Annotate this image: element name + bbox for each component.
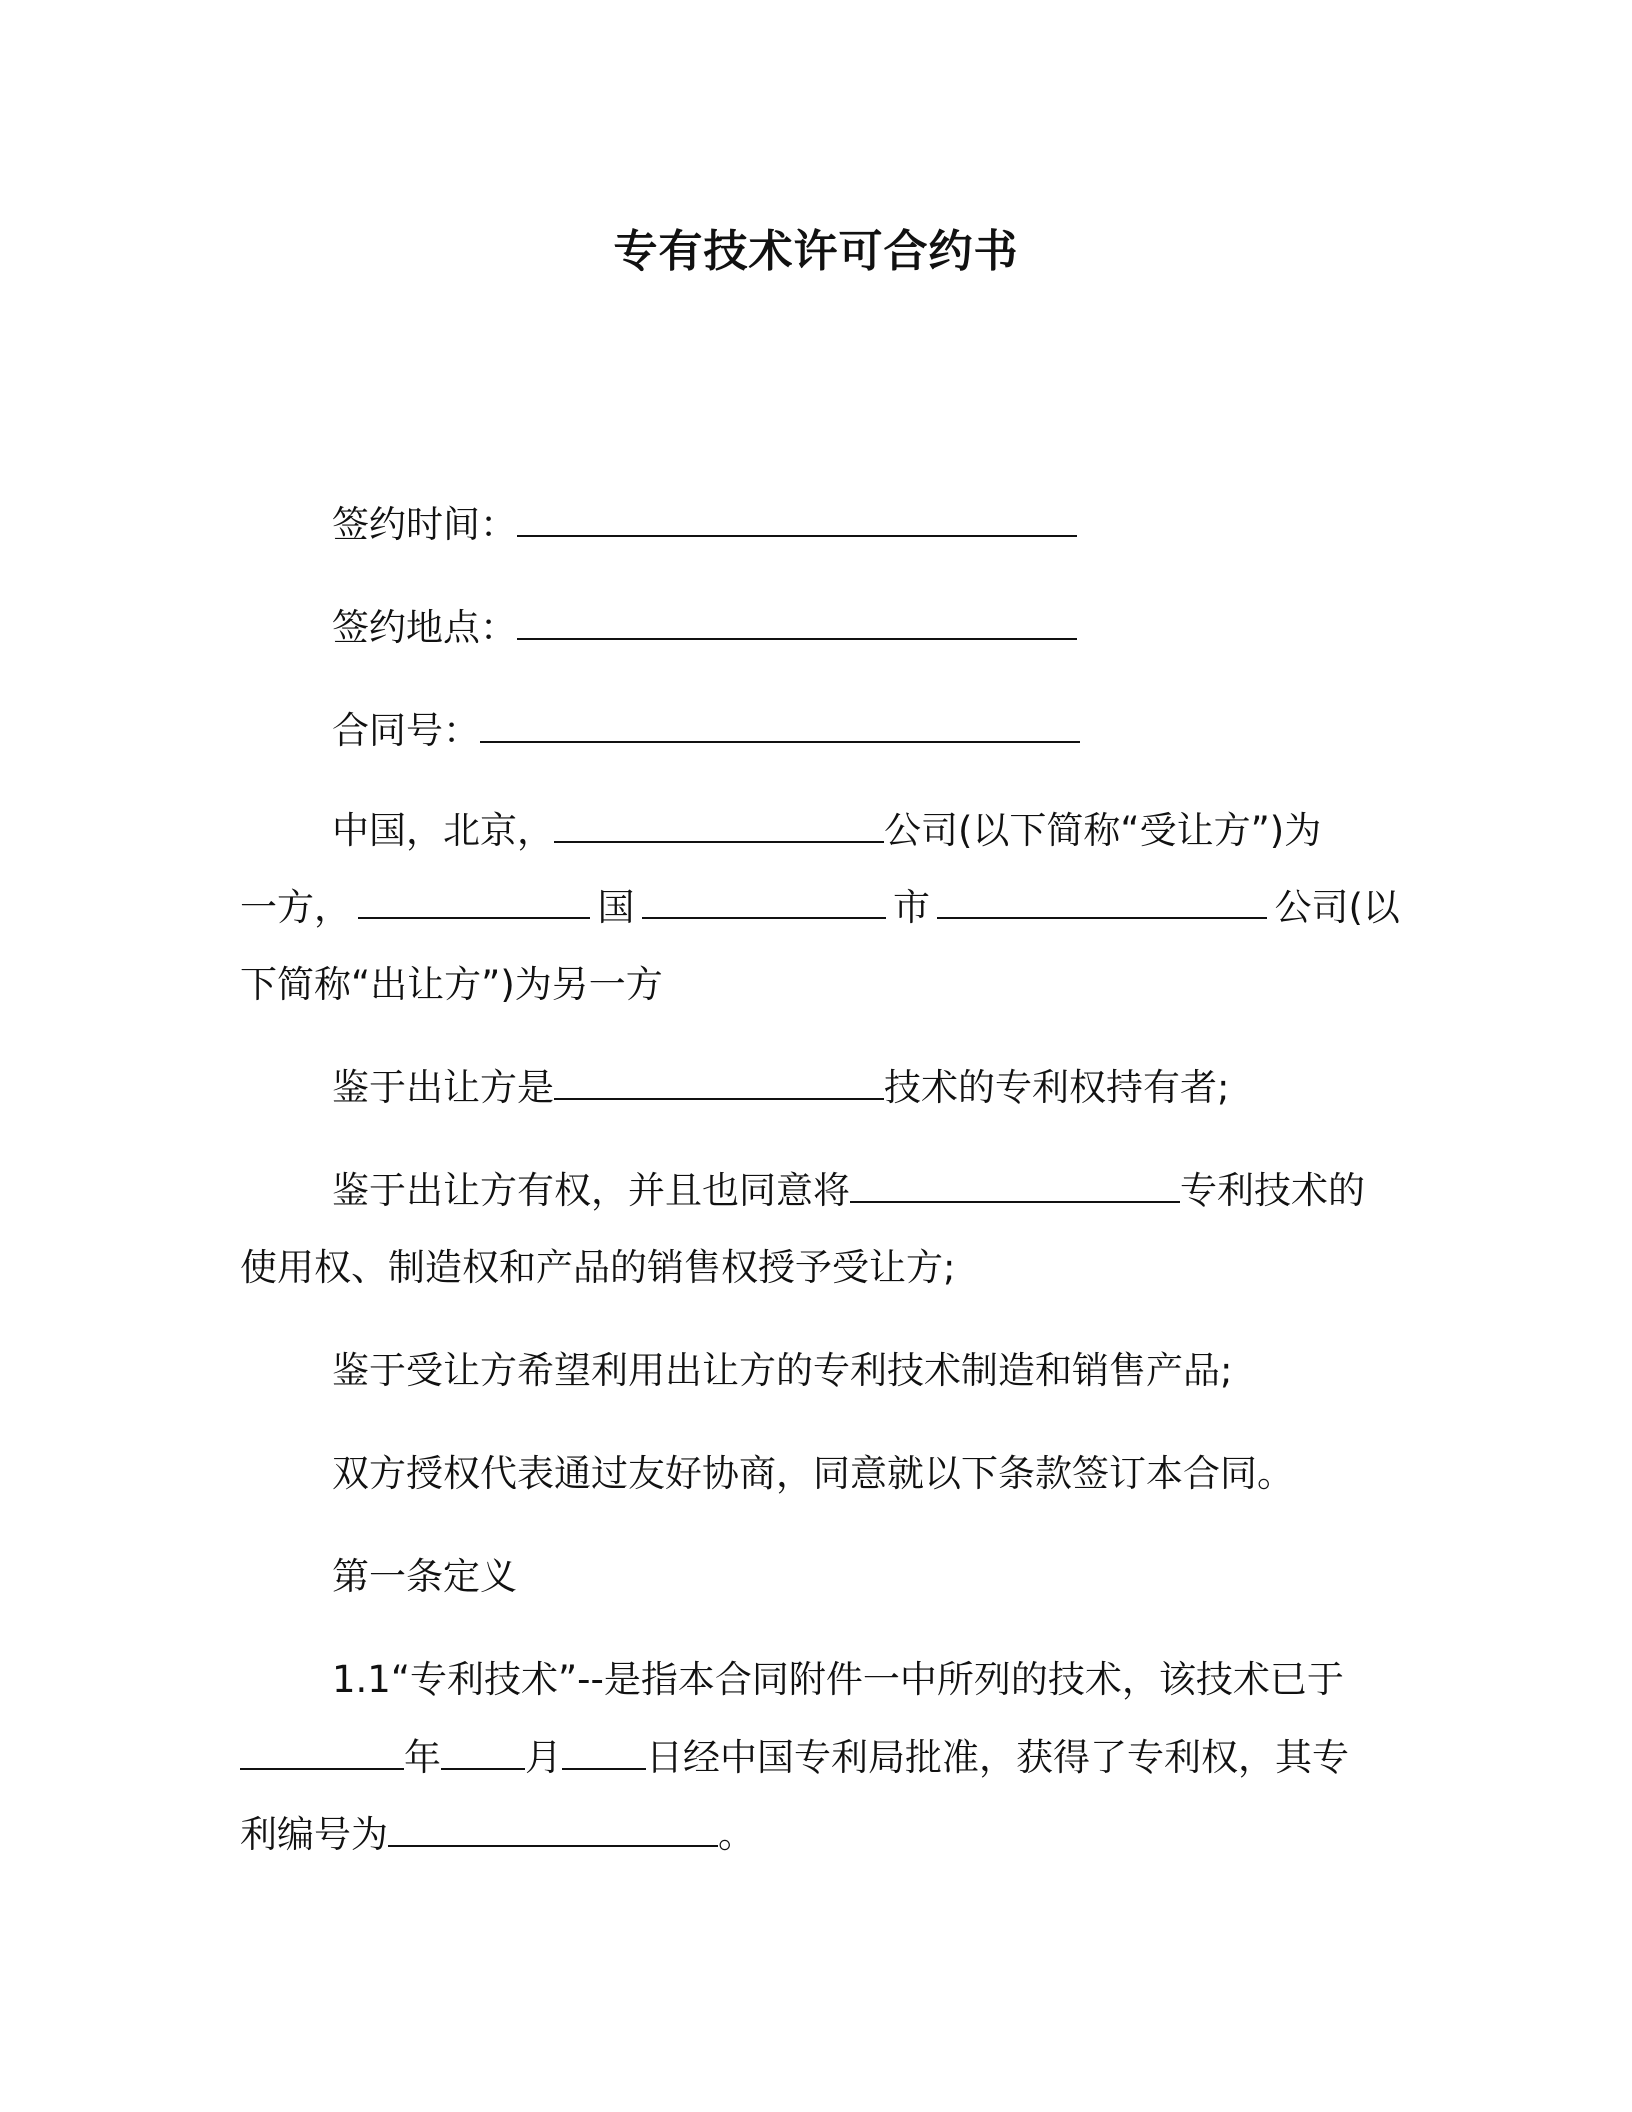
city-label: 市 xyxy=(893,886,930,929)
month-blank xyxy=(441,1734,525,1770)
whereas2-suffix: 专利技术的 xyxy=(1180,1169,1365,1212)
article-1-heading: 第一条定义 xyxy=(332,1555,517,1598)
parties-line2-prefix: 一方， xyxy=(240,886,351,929)
parties-line2-suffix: 公司(以 xyxy=(1274,886,1400,929)
whereas1-prefix: 鉴于出让方是 xyxy=(332,1066,554,1109)
clause-1-1-line-1: 1.1“专利技术”--是指本合同附件一中所列的技术，该技术已于 xyxy=(332,1658,1344,1701)
document-title: 专有技术许可合约书 xyxy=(613,226,1019,277)
signing-time-blank xyxy=(517,501,1077,537)
signing-place-label: 签约地点： xyxy=(332,606,517,649)
parties-line-2 xyxy=(240,883,1400,933)
signing-time-line xyxy=(332,500,1077,550)
parties-line1-suffix: 公司(以下简称“受让方”)为 xyxy=(884,809,1322,852)
patent-number-label: 利编号为 xyxy=(240,1813,388,1856)
month-label: 月 xyxy=(525,1736,562,1779)
whereas-2-continued: 使用权、制造权和产品的销售权授予受让方; xyxy=(240,1246,956,1289)
assignor-company-blank xyxy=(937,883,1267,919)
contract-number-blank xyxy=(480,707,1080,743)
country-label: 国 xyxy=(597,886,635,929)
clause-1-1-end-mark: 。 xyxy=(718,1813,755,1856)
patent-number-blank xyxy=(388,1811,718,1847)
assignee-company-blank xyxy=(554,807,884,843)
patent-technology-blank xyxy=(850,1167,1180,1203)
clause-1-1-line-3 xyxy=(240,1810,755,1860)
parties-line1-prefix: 中国，北京， xyxy=(332,809,554,852)
clause-1-1-line-2 xyxy=(240,1733,1349,1783)
assignor-city-blank xyxy=(642,883,886,919)
parties-line-1 xyxy=(332,806,1321,856)
agreement-statement: 双方授权代表通过友好协商，同意就以下条款签订本合同。 xyxy=(332,1452,1294,1495)
day-blank xyxy=(562,1734,646,1770)
whereas-2 xyxy=(332,1166,1365,1216)
signing-place-blank xyxy=(517,604,1077,640)
signing-place-line xyxy=(332,603,1077,653)
whereas1-suffix: 技术的专利权持有者; xyxy=(884,1066,1230,1109)
contract-number-line xyxy=(332,706,1080,756)
whereas-3: 鉴于受让方希望利用出让方的专利技术制造和销售产品; xyxy=(332,1349,1233,1392)
whereas2-prefix: 鉴于出让方有权，并且也同意将 xyxy=(332,1169,850,1212)
contract-number-label: 合同号： xyxy=(332,709,480,752)
signing-time-label: 签约时间： xyxy=(332,503,517,546)
parties-line-3: 下简称“出让方”)为另一方 xyxy=(240,963,663,1006)
clause-1-1-line2-text: 日经中国专利局批准，获得了专利权，其专 xyxy=(646,1736,1349,1779)
year-label: 年 xyxy=(404,1736,441,1779)
whereas-1 xyxy=(332,1063,1229,1113)
year-blank xyxy=(240,1734,404,1770)
technology-blank xyxy=(554,1064,884,1100)
assignor-country-blank xyxy=(358,883,590,919)
